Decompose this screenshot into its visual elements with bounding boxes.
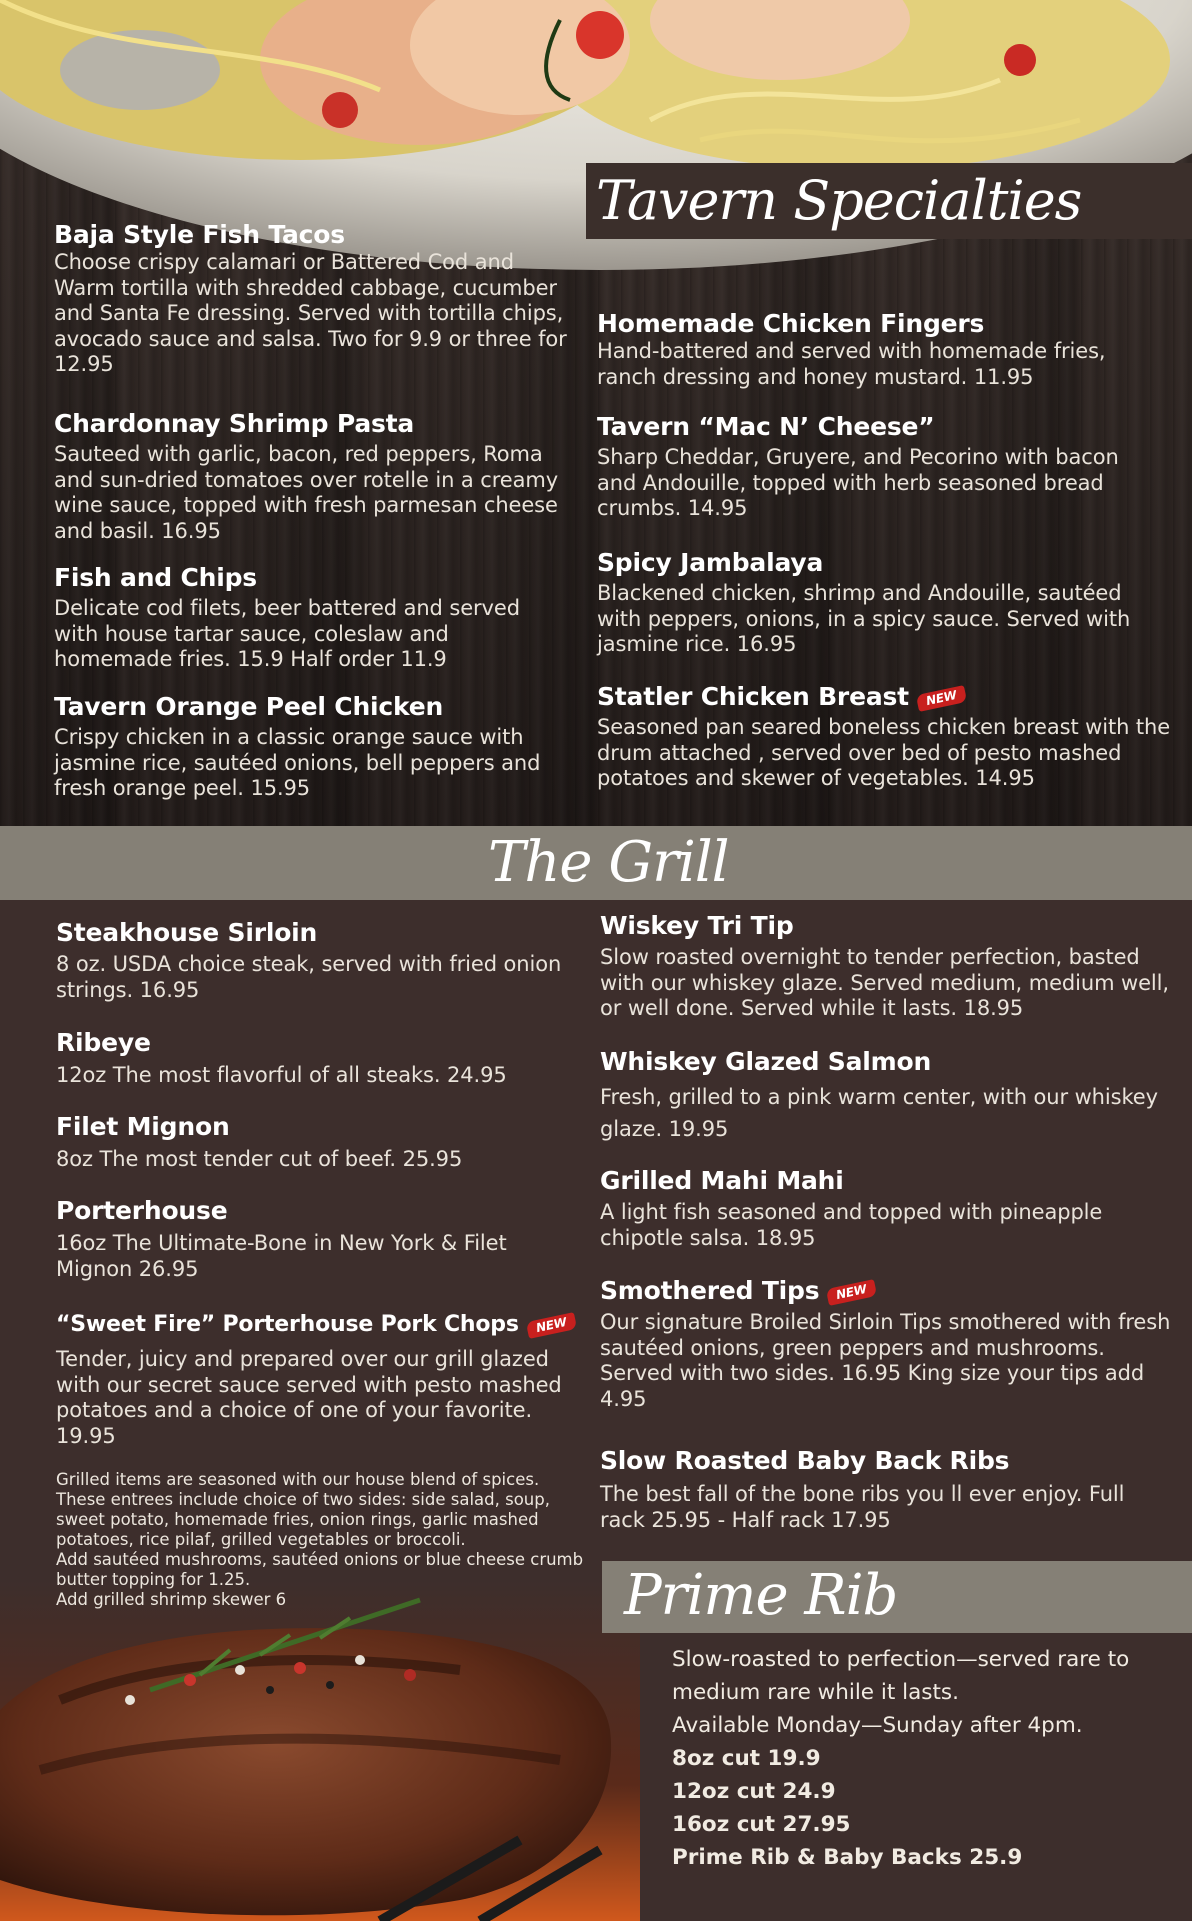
prime-rib-cut: 16oz cut 27.95	[672, 1812, 851, 1837]
menu-item	[56, 918, 576, 1003]
item-desc: A light fish seasoned and topped with pineapple chipotle salsa. 18.95	[600, 1200, 1103, 1250]
menu-item	[56, 1112, 576, 1173]
steak-photo	[0, 1580, 640, 1921]
item-desc: Sharp Cheddar, Gruyere, and Pecorino with bacon and Andouille, topped with herb seasoned bread crumbs. 14.95	[597, 445, 1119, 520]
item-desc: 12oz The most flavorful of all steaks. 24.95	[56, 1063, 507, 1087]
item-name: Tavern Orange Peel Chicken	[54, 692, 444, 721]
menu-item	[597, 412, 1162, 522]
item-name: Baja Style Fish Tacos	[54, 220, 345, 249]
item-name: Fish and Chips	[54, 563, 257, 592]
new-badge: NEW	[916, 685, 967, 712]
menu-item	[600, 1166, 1175, 1251]
grill-title: The Grill	[488, 830, 729, 895]
new-badge: NEW	[826, 1279, 877, 1306]
item-name: Chardonnay Shrimp Pasta	[54, 409, 415, 438]
item-desc: The best fall of the bone ribs you ll ever enjoy. Full rack 25.95 - Half rack 17.95	[600, 1482, 1125, 1532]
note-line: Add grilled shrimp skewer 6	[56, 1590, 287, 1609]
item-name: Slow Roasted Baby Back Ribs	[600, 1446, 1010, 1475]
menu-item	[597, 309, 1167, 390]
item-name: Homemade Chicken Fingers	[597, 309, 985, 338]
prime-rib-details	[672, 1643, 1172, 1874]
menu-item	[54, 563, 554, 673]
item-name: Filet Mignon	[56, 1112, 230, 1141]
prime-rib-title: Prime Rib	[624, 1563, 898, 1628]
item-desc: Choose crispy calamari or Battered Cod and Warm tortilla with shredded cabbage, cucumber and Santa Fe dressing. Served with tortilla chips, avocado sauce and salsa. Two for 9.9 or three for 12.95	[54, 250, 567, 376]
item-name-text: “Sweet Fire” Porterhouse Pork Chops	[56, 1312, 519, 1337]
note-line: Add sautéed mushrooms, sautéed onions or blue cheese crumb butter topping for 1.25.	[56, 1550, 584, 1589]
tavern-title: Tavern Specialties	[596, 169, 1082, 232]
item-desc: 8 oz. USDA choice steak, served with fried onion strings. 16.95	[56, 952, 562, 1002]
item-desc: Tender, juicy and prepared over our grill glazed with our secret sauce served with pesto mashed potatoes and a choice of one of your favorite. 19.95	[56, 1347, 562, 1448]
item-desc: Delicate cod filets, beer battered and served with house tartar sauce, coleslaw and homemade fries. 15.9 Half order 11.9	[54, 596, 520, 671]
item-desc: Seasoned pan seared boneless chicken breast with the drum attached , served over bed of pesto mashed potatoes and skewer of vegetables. 14.95	[597, 715, 1171, 790]
prime-rib-line: Slow-roasted to perfection—served rare to	[672, 1647, 1130, 1672]
menu-item	[600, 1047, 1175, 1145]
item-desc: Hand-battered and served with homemade fries, ranch dressing and honey mustard. 11.95	[597, 339, 1106, 389]
item-name: Wiskey Tri Tip	[600, 911, 794, 940]
menu-item	[56, 1196, 576, 1282]
item-name: Porterhouse	[56, 1196, 228, 1225]
item-name: Tavern “Mac N’ Cheese”	[597, 412, 935, 441]
item-name-text: Statler Chicken Breast	[597, 682, 909, 711]
menu-item	[597, 682, 1172, 792]
prime-rib-line: Available Monday—Sunday after 4pm.	[672, 1713, 1083, 1738]
prime-rib-title-band	[602, 1561, 1192, 1633]
menu-item	[600, 1446, 1175, 1533]
prime-rib-cut: Prime Rib & Baby Backs 25.9	[672, 1845, 1023, 1870]
item-desc: Sauteed with garlic, bacon, red peppers, Roma and sun-dried tomatoes over rotelle in a creamy wine sauce, topped with fresh parmesan cheese and basil. 16.95	[54, 442, 559, 543]
item-desc: Fresh, grilled to a pink warm center, with our whiskey glaze. 19.95	[600, 1085, 1158, 1141]
item-name: Steakhouse Sirloin	[56, 918, 318, 947]
item-desc: Slow roasted overnight to tender perfection, basted with our whiskey glaze. Served medium, medium well, or well done. Served while it lasts. 18.95	[600, 945, 1169, 1020]
menu-item	[54, 220, 574, 378]
menu-item	[56, 1310, 581, 1449]
item-desc: Our signature Broiled Sirloin Tips smothered with fresh sautéed onions, green peppers and mushrooms. Served with two sides. 16.95 King size your tips add 4.95	[600, 1310, 1171, 1411]
item-desc: Blackened chicken, shrimp and Andouille, sautéed with peppers, onions, in a spicy sauce. Served with jasmine rice. 16.95	[597, 581, 1131, 656]
item-name	[597, 682, 1172, 712]
menu-item	[56, 1028, 576, 1089]
item-name: Ribeye	[56, 1028, 151, 1057]
item-desc: 16oz The Ultimate-Bone in New York & Filet Mignon 26.95	[56, 1231, 507, 1281]
menu-item	[597, 548, 1172, 658]
item-name: Whiskey Glazed Salmon	[600, 1047, 932, 1076]
prime-rib-line: medium rare while it lasts.	[672, 1680, 959, 1705]
menu-item	[600, 1276, 1175, 1412]
tavern-section	[0, 0, 1192, 826]
grill-sides-note	[56, 1470, 586, 1610]
item-name: Spicy Jambalaya	[597, 548, 824, 577]
prime-rib-cut: 12oz cut 24.9	[672, 1779, 836, 1804]
tavern-title-tab	[586, 163, 1192, 239]
note-line: Grilled items are seasoned with our house blend of spices. These entrees include choice of two sides: side salad, soup, sweet potato, homemade fries, onion rings, garlic mashed potatoes, rice pilaf, grilled vegetables or broccoli.	[56, 1470, 550, 1549]
prime-rib-cut: 8oz cut 19.9	[672, 1746, 821, 1771]
item-name: Grilled Mahi Mahi	[600, 1166, 844, 1195]
item-name	[600, 1276, 1175, 1306]
new-badge: NEW	[526, 1312, 577, 1339]
menu-item	[54, 692, 564, 802]
menu-item	[600, 911, 1175, 1022]
menu-item	[54, 409, 574, 544]
item-desc: 8oz The most tender cut of beef. 25.95	[56, 1147, 463, 1171]
item-name-text: Smothered Tips	[600, 1276, 820, 1305]
item-desc: Crispy chicken in a classic orange sauce with jasmine rice, sautéed onions, bell peppers and fresh orange peel. 15.95	[54, 725, 541, 800]
item-name	[56, 1310, 581, 1340]
grill-title-band	[0, 826, 1192, 900]
